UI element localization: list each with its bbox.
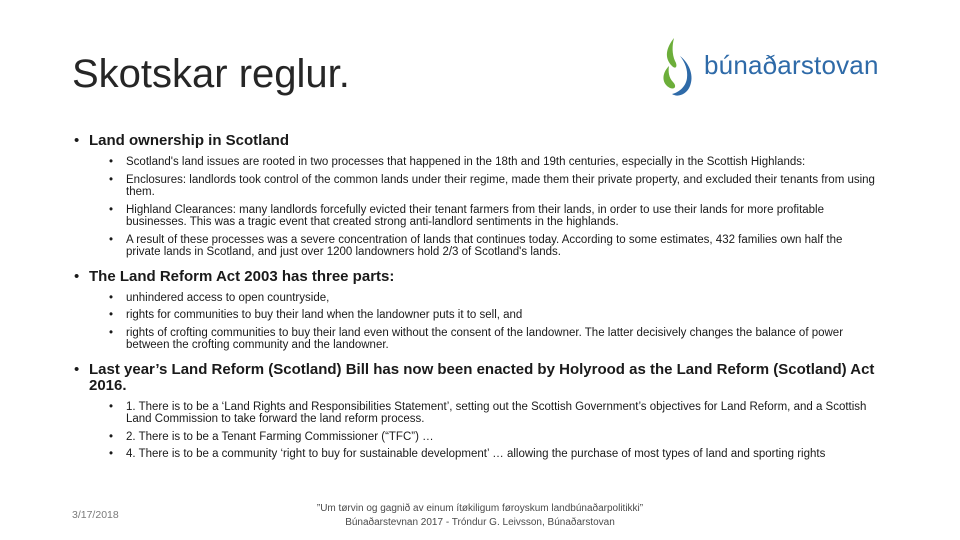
list-item: • 1. There is to be a ‘Land Rights and Responsibilities Statement’, setting out the Scottish Government’s objectives for Land Reform, and a Scottish Land Commission to take forward the land reform process. — [72, 401, 891, 426]
section-heading: • Last year’s Land Reform (Scotland) Bill has now been enacted by Holyrood as the Land Reform (Scotland) Act 2016. — [72, 362, 889, 394]
footer-date: 3/17/2018 — [72, 509, 119, 521]
list-item: • Scotland's land issues are rooted in two processes that happened in the 18th and 19th centuries, especially in the Scottish Highlands: — [72, 156, 876, 169]
list-item: • A result of these processes was a severe concentration of lands that continues today. According to some estimates, 432 families own half the private lands in Scotland, and just over 1200 landowners hold 2/3 of Scotland's lands. — [72, 234, 866, 259]
list-item: • Highland Clearances: many landlords forcefully evicted their tenant farmers from their lands, in order to use their lands for more profitable businesses. This was a tragic event that created strong anti-landlord sentiments in the highlands. — [72, 204, 886, 229]
list-item: • 4. There is to be a community ‘right to buy for sustainable development’ … allowing the purchase of most types of land and sporting rights — [72, 448, 891, 461]
list-item: • rights for communities to buy their land when the landowner puts it to sell, and — [72, 309, 886, 322]
slide-body — [72, 133, 892, 461]
section-heading: • The Land Reform Act 2003 has three parts: — [72, 269, 892, 285]
logo-text: búnaðarstovan — [704, 50, 879, 80]
footer-line-2: Búnaðarstevnan 2017 - Tróndur G. Leivsson, Búnaðarstovan — [345, 517, 615, 528]
logo — [660, 36, 900, 102]
footer-caption — [282, 502, 678, 530]
bullet-list — [72, 292, 892, 352]
list-item: • 2. There is to be a Tenant Farming Commissioner (“TFC”) … — [72, 431, 891, 444]
list-item: • unhindered access to open countryside, — [72, 292, 886, 305]
footer-line-1: ”Um tørvin og gagnið av einum ítøkiligum føroyskum landbúnaðarpolitikki” — [316, 503, 644, 514]
bullet-list — [72, 156, 892, 259]
section-heading: • Land ownership in Scotland — [72, 133, 892, 149]
list-item: • rights of crofting communities to buy their land even without the consent of the landowner. The latter decisively changes the balance of power between the crofting community and the landowner. — [72, 327, 886, 352]
list-item: • Enclosures: landlords took control of the common lands under their regime, made them their private property, and excluded their tenants from using them. — [72, 174, 896, 199]
slide-title: Skotskar reglur. — [72, 52, 350, 96]
leaf-drop-icon — [660, 36, 696, 98]
bullet-list — [72, 401, 892, 461]
